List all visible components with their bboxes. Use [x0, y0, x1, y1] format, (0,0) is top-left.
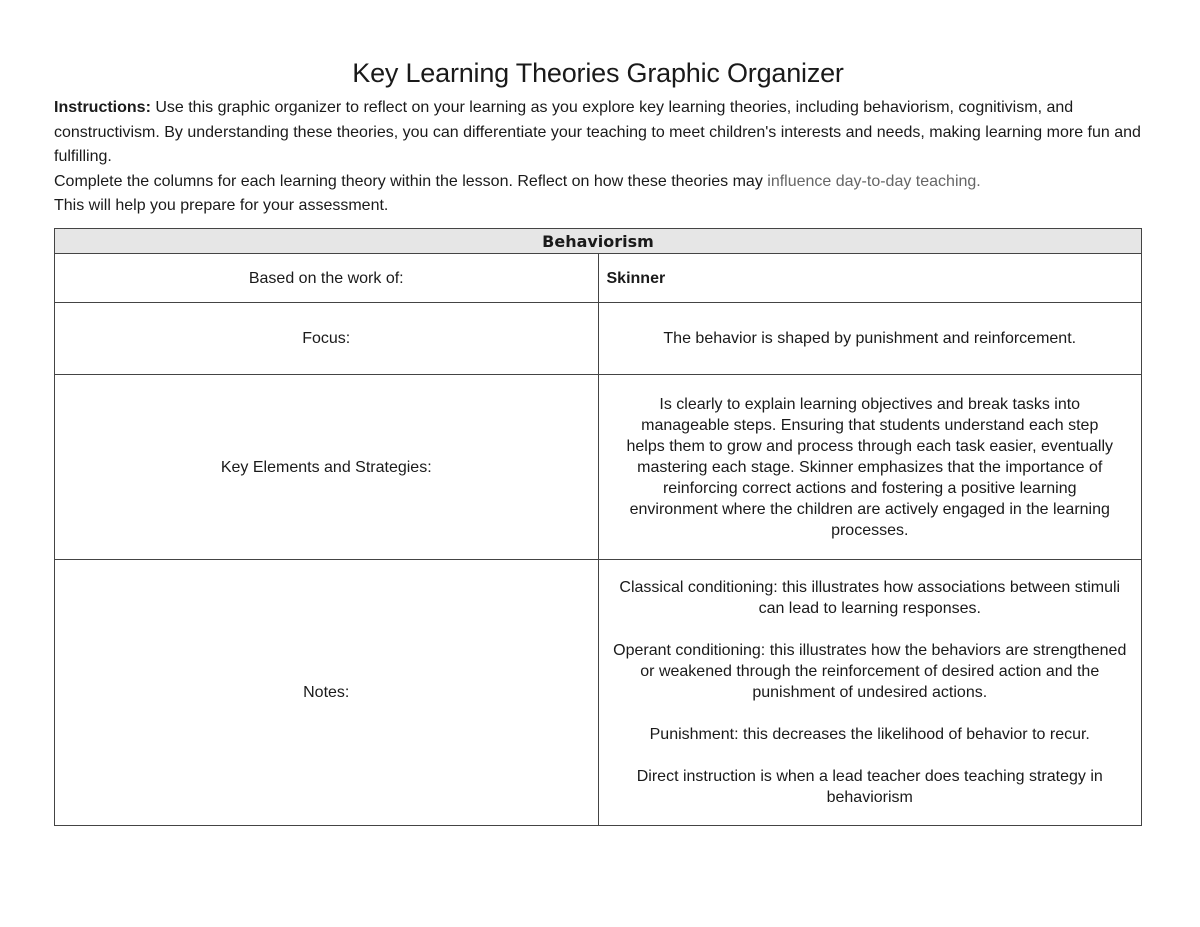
table-row-notes — [55, 560, 1142, 826]
instructions-paragraph — [54, 96, 1142, 170]
notes-label: Notes: — [55, 560, 599, 826]
instructions-block — [54, 96, 1142, 219]
based-on-label: Based on the work of: — [55, 254, 599, 303]
note-classical-conditioning: Classical conditioning: this illustrates how associations between stimuli can lead to learning responses. — [619, 579, 1121, 617]
note-operant-conditioning: Operant conditioning: this illustrates how the behaviors are strengthened or weakened through the reinforcement of desired action and the punishment of undesired actions. — [613, 642, 1127, 701]
instructions-complete-line — [54, 170, 1142, 195]
focus-value: The behavior is shaped by punishment and reinforcement. — [598, 303, 1142, 375]
note-direct-instruction: Direct instruction is when a lead teacher does teaching strategy in behaviorism — [636, 768, 1103, 806]
instructions-prepare-line: This will help you prepare for your assessment. — [54, 197, 389, 214]
section-header-behaviorism: Behaviorism — [55, 229, 1142, 254]
focus-label: Focus: — [55, 303, 599, 375]
key-elements-label: Key Elements and Strategies: — [55, 375, 599, 560]
notes-value — [598, 560, 1142, 826]
instructions-label: Instructions: — [54, 99, 151, 116]
table-row-based-on — [55, 254, 1142, 303]
note-punishment: Punishment: this decreases the likelihood of behavior to recur. — [649, 726, 1090, 743]
behaviorism-table — [54, 228, 1142, 826]
table-row-focus — [55, 303, 1142, 375]
key-elements-value: Is clearly to explain learning objectives and break tasks into manageable steps. Ensuring that students understand each step helps them to grow and process through each task easier, eventually mastering each stage. Skinner emphasizes that the importance of reinforcing correct actions and fostering a positive learning environment where the children are actively engaged in the learning processes. — [598, 375, 1142, 560]
page-title: Key Learning Theories Graphic Organizer — [352, 58, 844, 88]
instructions-line2-highlight: influence day-to-day teaching. — [767, 172, 981, 190]
table-row-key-elements — [55, 375, 1142, 560]
document-page — [54, 56, 1142, 806]
based-on-value: Skinner — [598, 254, 1142, 303]
instructions-text: Use this graphic organizer to reflect on your learning as you explore key learning theories, including behaviorism, cognitivism, and constructivism. By understanding these theories, you can differentiate your teaching to meet children's interests and needs, making learning more fun and fulfilling. — [54, 99, 1141, 165]
instructions-line2-start: Complete the columns for each learning theory within the lesson. Reflect on how these theories may — [54, 172, 768, 190]
